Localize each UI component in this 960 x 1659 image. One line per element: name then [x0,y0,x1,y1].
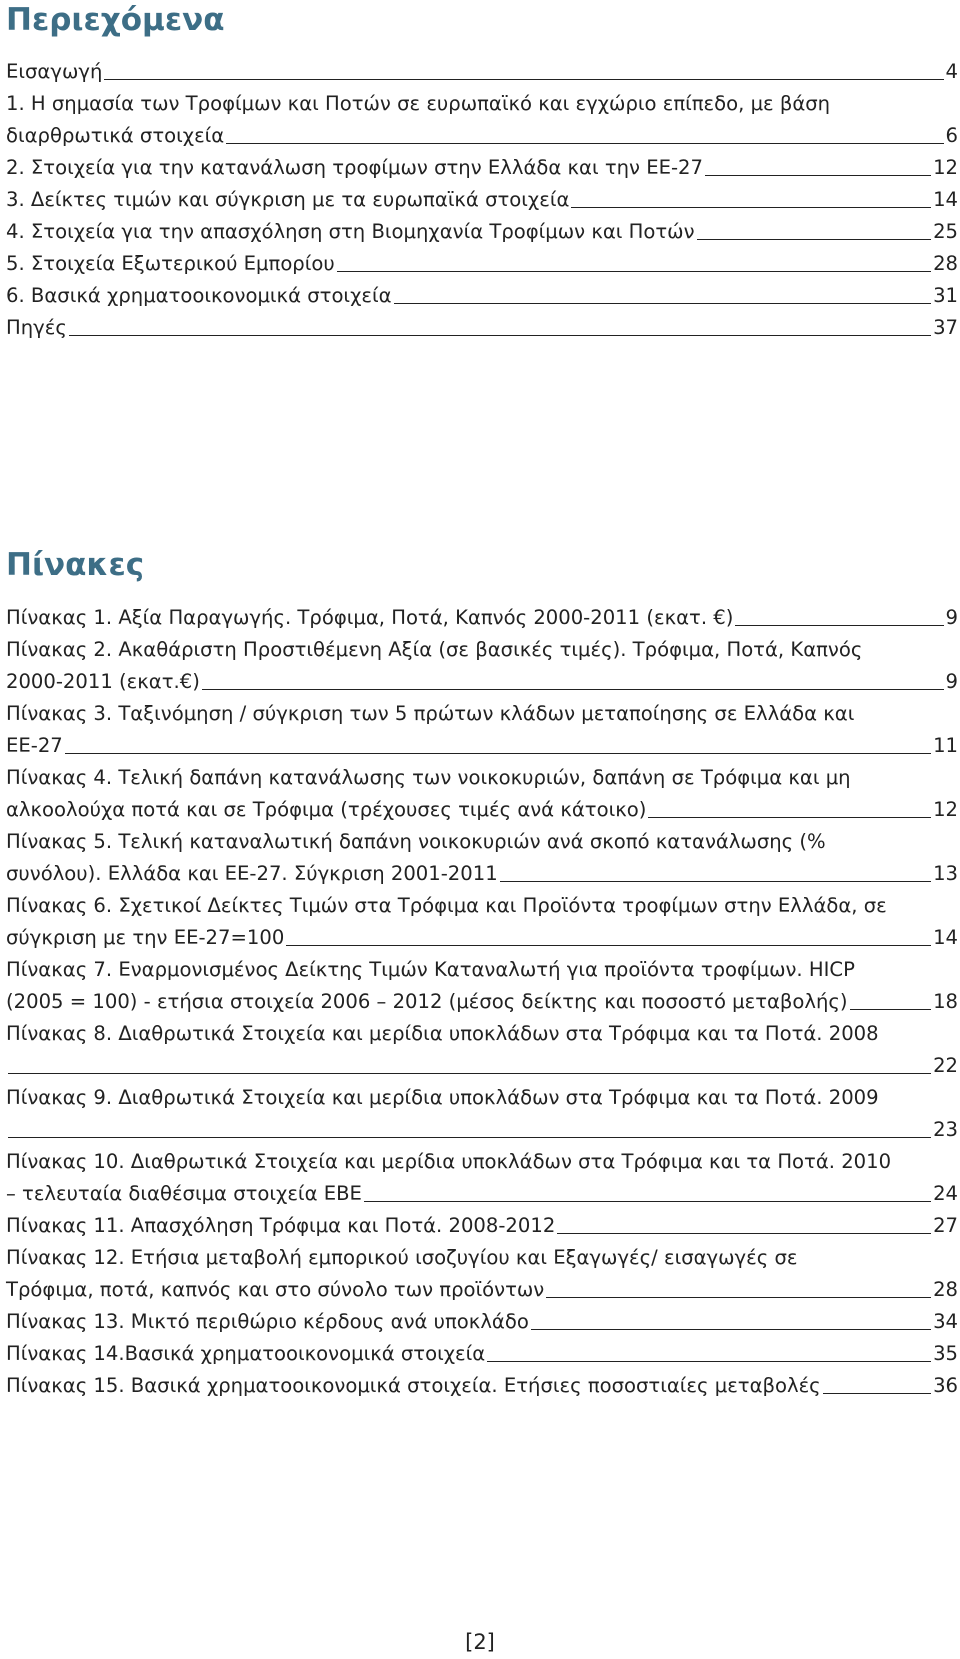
toc-entry-page-number: 25 [933,220,958,243]
table-entry-last-line [6,666,958,698]
table-entry[interactable] [6,698,958,762]
toc-entry-last-line [6,152,958,184]
leader-line [546,1297,931,1298]
toc-entry-page-number: 12 [933,156,958,179]
table-entry-page-number: 36 [933,1374,958,1397]
leader-line [850,1009,931,1010]
toc-entry-last-line [6,216,958,248]
leader-line [226,143,943,144]
table-entry-last-line [6,602,958,634]
table-entry[interactable] [6,1146,958,1210]
toc-entry[interactable] [6,152,958,184]
table-entry[interactable] [6,762,958,826]
table-entry-page-number: 18 [933,990,958,1013]
table-entry-last-line [6,1114,958,1146]
leader-line [705,175,931,176]
toc-entry-last-line [6,56,958,88]
page-number: [2] [465,1630,495,1654]
leader-line [8,1137,931,1138]
table-entry-title: ΕΕ-27 [6,734,63,757]
toc-entry-last-line [6,248,958,280]
table-entry-title-line: Πίνακας 9. Διαθρωτικά Στοιχεία και μερίδια υποκλάδων στα Τρόφιμα και τα Ποτά. 2009 [6,1086,879,1109]
toc-entry-title: 4. Στοιχεία για την απασχόληση στη Βιομηχανία Τροφίμων και Ποτών [6,220,695,243]
table-entry-title: συνόλου). Ελλάδα και ΕΕ-27. Σύγκριση 2001-2011 [6,862,498,885]
table-entry-last-line [6,1178,958,1210]
table-entry[interactable] [6,602,958,634]
table-entry-last-line [6,858,958,890]
table-entry-title: Πίνακας 1. Αξία Παραγωγής. Τρόφιμα, Ποτά, Καπνός 2000-2011 (εκατ. €) [6,606,734,629]
table-entry[interactable] [6,1210,958,1242]
toc-entry-last-line [6,120,958,152]
leader-line [8,1073,931,1074]
table-entry-page-number: 11 [933,734,958,757]
table-entry-title-line: Πίνακας 7. Εναρμονισμένος Δείκτης Τιμών Καταναλωτή για προϊόντα τροφίμων. HICP [6,958,855,981]
table-entry-title: 2000-2011 (εκατ.€) [6,670,200,693]
tables-list [6,602,958,1402]
leader-line [202,689,944,690]
toc-entry-title: διαρθρωτικά στοιχεία [6,124,225,147]
table-entry-page-number: 24 [933,1182,958,1205]
toc-entry[interactable] [6,56,958,88]
toc-entry-page-number: 31 [933,284,958,307]
toc-entry-title: Εισαγωγή [6,60,103,83]
table-entry[interactable] [6,1370,958,1402]
toc-entry-title: 5. Στοιχεία Εξωτερικού Εμπορίου [6,252,335,275]
leader-line [697,239,932,240]
toc-entry[interactable] [6,280,958,312]
table-entry-last-line [6,1338,958,1370]
table-entry-page-number: 12 [933,798,958,821]
table-entry-title: σύγκριση με την ΕΕ-27=100 [6,926,285,949]
toc-entry-page-number: 14 [933,188,958,211]
table-entry-title: Τρόφιμα, ποτά, καπνός και στο σύνολο των προϊόντων [6,1278,545,1301]
table-entry-title-line: Πίνακας 6. Σχετικοί Δείκτες Τιμών στα Τρόφιμα και Προϊόντα τροφίμων στην Ελλάδα, σε [6,894,887,917]
table-entry-last-line [6,1370,958,1402]
toc-entry[interactable] [6,312,958,344]
toc-entry[interactable] [6,184,958,216]
table-entry-page-number: 35 [933,1342,958,1365]
leader-line [531,1329,931,1330]
tables-heading: Πίνακες [6,547,145,583]
toc-entry[interactable] [6,216,958,248]
table-entry-last-line [6,794,958,826]
table-entry-title-line: Πίνακας 12. Ετήσια μεταβολή εμπορικού ισοζυγίου και Εξαγωγές/ εισαγωγές σε [6,1246,798,1269]
table-entry[interactable] [6,1338,958,1370]
toc-entry-last-line [6,280,958,312]
leader-line [487,1361,931,1362]
table-entry[interactable] [6,890,958,954]
toc-entry[interactable] [6,88,958,152]
toc-entry-title: 3. Δείκτες τιμών και σύγκριση με τα ευρωπαϊκά στοιχεία [6,188,570,211]
table-entry-last-line [6,986,958,1018]
leader-line [337,271,931,272]
leader-line [500,881,931,882]
table-entry-title-line: Πίνακας 4. Τελική δαπάνη κατανάλωσης των νοικοκυριών, δαπάνη σε Τρόφιμα και μη [6,766,851,789]
table-entry-title: Πίνακας 15. Βασικά χρηματοοικονομικά στοιχεία. Ετήσιες ποσοστιαίες μεταβολές [6,1374,821,1397]
table-entry-title: αλκοολούχα ποτά και σε Τρόφιμα (τρέχουσες τιμές ανά κάτοικο) [6,798,647,821]
toc-entry-title-line: 1. Η σημασία των Τροφίμων και Ποτών σε ευρωπαϊκό και εγχώριο επίπεδο, με βάση [6,92,831,115]
toc-heading: Περιεχόμενα [6,2,225,38]
leader-line [394,303,932,304]
leader-line [286,945,931,946]
toc-entry-page-number: 4 [945,60,958,83]
table-entry-last-line [6,922,958,954]
toc-entry-last-line [6,312,958,344]
table-entry-page-number: 9 [945,670,958,693]
toc-entry-title: 6. Βασικά χρηματοοικονομικά στοιχεία [6,284,392,307]
table-entry-page-number: 23 [933,1118,958,1141]
table-entry[interactable] [6,954,958,1018]
table-entry[interactable] [6,1306,958,1338]
table-entry-title: – τελευταία διαθέσιμα στοιχεία ΕΒΕ [6,1182,362,1205]
table-entry[interactable] [6,1018,958,1082]
leader-line [364,1201,931,1202]
table-entry-last-line [6,730,958,762]
leader-line [69,335,931,336]
leader-line [104,79,943,80]
table-entry[interactable] [6,1242,958,1306]
leader-line [735,625,943,626]
toc-entry[interactable] [6,248,958,280]
table-entry[interactable] [6,1082,958,1146]
table-entry-title-line: Πίνακας 5. Τελική καταναλωτική δαπάνη νοικοκυριών ανά σκοπό κατανάλωσης (% [6,830,826,853]
toc-entry-title: Πηγές [6,316,67,339]
toc-entry-last-line [6,184,958,216]
table-entry-title-line: Πίνακας 3. Ταξινόμηση / σύγκριση των 5 πρώτων κλάδων μεταποίησης σε Ελλάδα και [6,702,855,725]
leader-line [823,1393,931,1394]
table-entry-page-number: 9 [945,606,958,629]
table-entry-title: (2005 = 100) - ετήσια στοιχεία 2006 – 2012 (μέσος δείκτης και ποσοστό μεταβολής) [6,990,848,1013]
table-entry-page-number: 27 [933,1214,958,1237]
table-entry-title: Πίνακας 11. Απασχόληση Τρόφιμα και Ποτά. 2008-2012 [6,1214,556,1237]
table-entry-last-line [6,1306,958,1338]
table-entry-title: Πίνακας 14.Βασικά χρηματοοικονομικά στοιχεία [6,1342,486,1365]
table-entry-page-number: 28 [933,1278,958,1301]
table-entry-title-line: Πίνακας 8. Διαθρωτικά Στοιχεία και μερίδια υποκλάδων στα Τρόφιμα και τα Ποτά. 2008 [6,1022,879,1045]
table-entry[interactable] [6,826,958,890]
table-entry-page-number: 13 [933,862,958,885]
table-entry-title-line: Πίνακας 2. Ακαθάριστη Προστιθέμενη Αξία (σε βασικές τιμές). Τρόφιμα, Ποτά, Καπνός [6,638,863,661]
table-entry-page-number: 14 [933,926,958,949]
toc-list [6,56,958,344]
table-entry-title-line: Πίνακας 10. Διαθρωτικά Στοιχεία και μερίδια υποκλάδων στα Τρόφιμα και τα Ποτά. 2010 [6,1150,892,1173]
table-entry-title: Πίνακας 13. Μικτό περιθώριο κέρδους ανά υποκλάδο [6,1310,529,1333]
leader-line [571,207,931,208]
table-entry-last-line [6,1050,958,1082]
leader-line [65,753,931,754]
table-entry-last-line [6,1210,958,1242]
table-entry-last-line [6,1274,958,1306]
leader-line [648,817,931,818]
leader-line [557,1233,931,1234]
table-entry-page-number: 34 [933,1310,958,1333]
toc-entry-page-number: 37 [933,316,958,339]
toc-entry-page-number: 28 [933,252,958,275]
toc-entry-title: 2. Στοιχεία για την κατανάλωση τροφίμων στην Ελλάδα και την ΕΕ-27 [6,156,703,179]
table-entry[interactable] [6,634,958,698]
table-entry-page-number: 22 [933,1054,958,1077]
toc-entry-page-number: 6 [945,124,958,147]
